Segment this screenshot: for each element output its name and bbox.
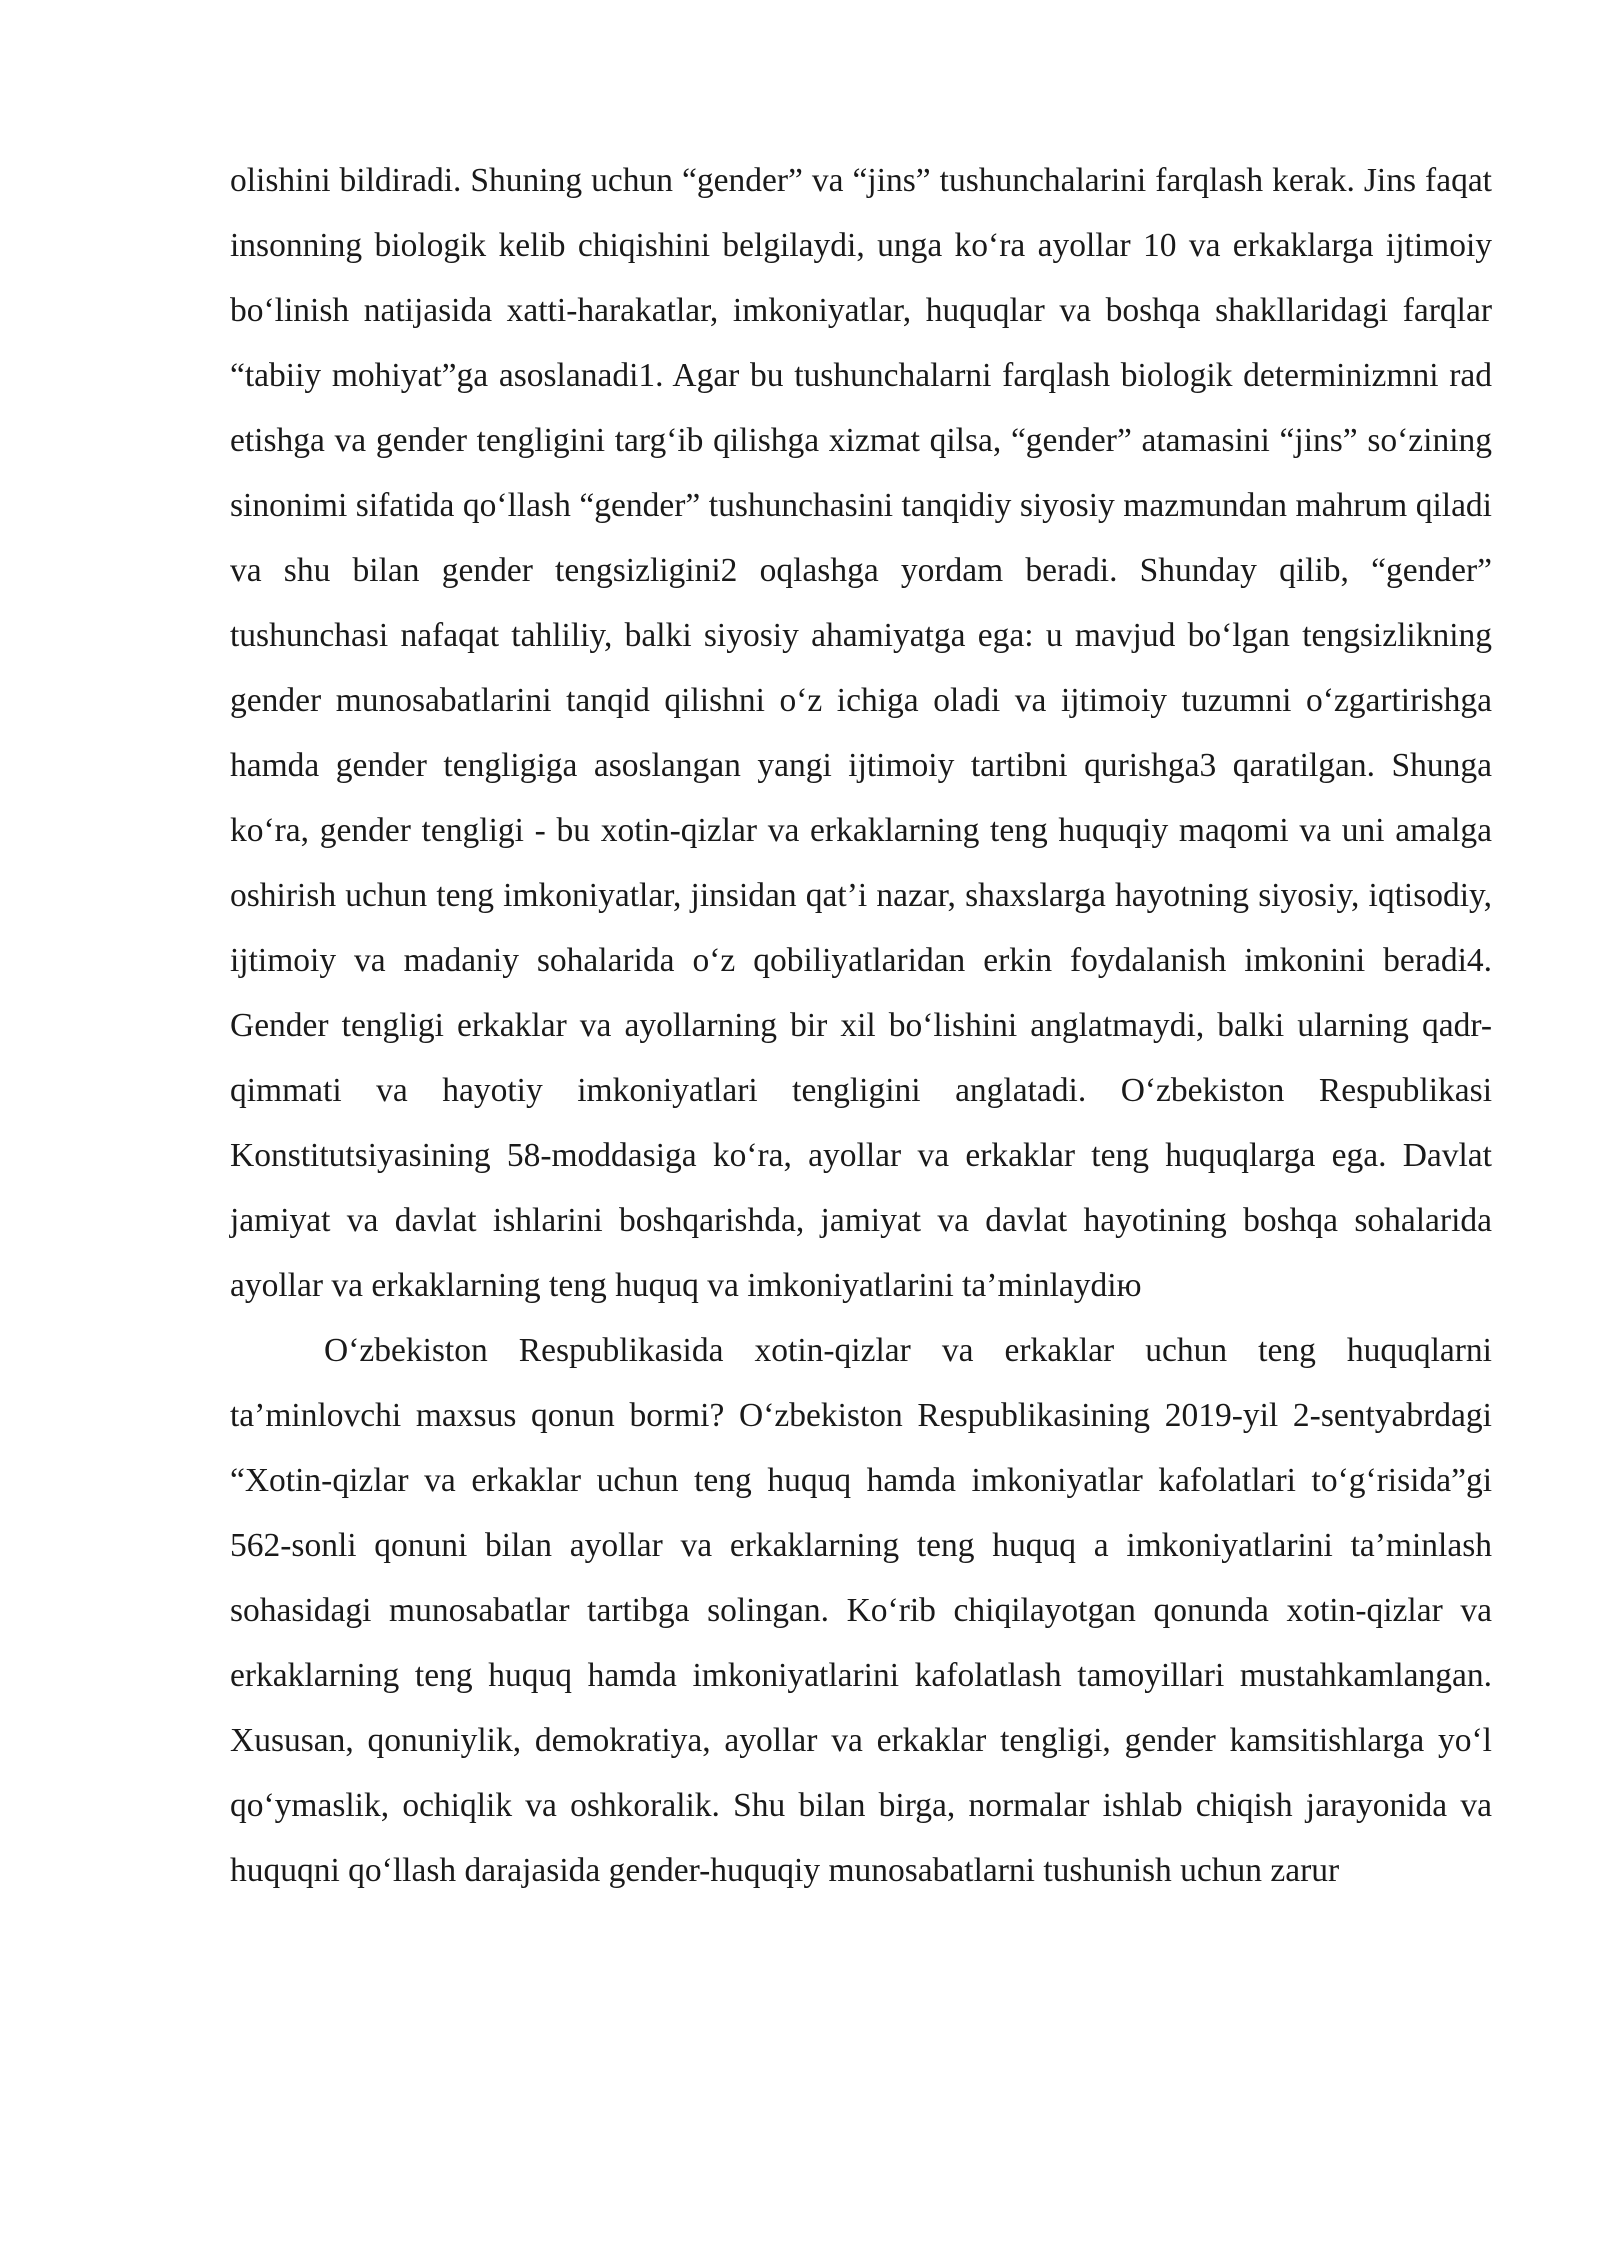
document-page [230, 148, 1492, 1903]
body-paragraph: olishini bildiradi. Shuning uchun “gender” va “jins” tushunchalarini farqlash kerak. Jins faqat insonning biologik kelib chiqishini belgilaydi, unga ko‘ra ayollar 10 va erkaklarga ijtimoiy bo‘linish natijasida xatti-harakatlar, imkoniyatlar, huquqlar va boshqa shakllaridagi farqlar “tabiiy mohiyat”ga asoslanadi1. Agar bu tushunchalarni farqlash biologik determinizmni rad etishga va gender tengligini targ‘ib qilishga xizmat qilsa, “gender” atamasini “jins” so‘zining sinonimi sifatida qo‘llash “gender” tushunchasini tanqidiy siyosiy mazmundan mahrum qiladi va shu bilan gender tengsizligini2 oqlashga yordam beradi. Shunday qilib, “gender” tushunchasi nafaqat tahliliy, balki siyosiy ahamiyatga ega: u mavjud bo‘lgan tengsizlikning gender munosabatlarini tanqid qilishni o‘z ichiga oladi va ijtimoiy tuzumni o‘zgartirishga hamda gender tengligiga asoslangan yangi ijtimoiy tartibni qurishga3 qaratilgan. Shunga ko‘ra, gender tengligi - bu xotin-qizlar va erkaklarning teng huquqiy maqomi va uni amalga oshirish uchun teng imkoniyatlar, jinsidan qat’i nazar, shaxslarga hayotning siyosiy, iqtisodiy, ijtimoiy va madaniy sohalarida o‘z qobiliyatlaridan erkin foydalanish imkonini beradi4. Gender tengligi erkaklar va ayollarning bir xil bo‘lishini anglatmaydi, balki ularning qadr-qimmati va hayotiy imkoniyatlari tengligini anglatadi. O‘zbekiston Respublikasi Konstitutsiyasining 58-moddasiga ko‘ra, ayollar va erkaklar teng huquqlarga ega. Davlat jamiyat va davlat ishlarini boshqarishda, jamiyat va davlat hayotining boshqa sohalarida ayollar va erkaklarning teng huquq va imkoniyatlarini ta’minlaydiю [230, 162, 1492, 1304]
body-paragraph: O‘zbekiston Respublikasida xotin-qizlar va erkaklar uchun teng huquqlarni ta’minlovchi maxsus qonun bormi? O‘zbekiston Respublikasining 2019-yil 2-sentyabrdagi “Xotin-qizlar va erkaklar uchun teng huquq hamda imkoniyatlar kafolatlari to‘g‘risida”gi 562-sonli qonuni bilan ayollar va erkaklarning teng huquq a imkoniyatlarini ta’minlash sohasidagi munosabatlar tartibga solingan. Ko‘rib chiqilayotgan qonunda xotin-qizlar va erkaklarning teng huquq hamda imkoniyatlarini kafolatlash tamoyillari mustahkamlangan. Xususan, qonuniylik, demokratiya, ayollar va erkaklar tengligi, gender kamsitishlarga yo‘l qo‘ymaslik, ochiqlik va oshkoralik. Shu bilan birga, normalar ishlab chiqish jarayonida va huquqni qo‘llash darajasida gender-huquqiy munosabatlarni tushunish uchun zarur [230, 1332, 1492, 1889]
